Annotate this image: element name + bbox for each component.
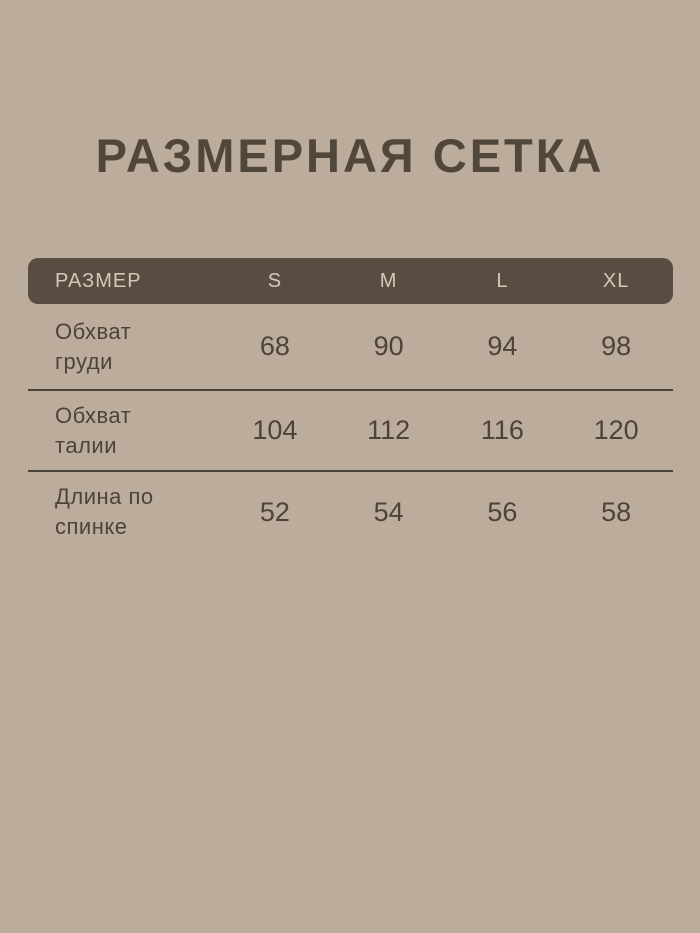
row-label-line: Обхват [55,402,132,428]
row-label-chest [28,317,218,377]
cell-value: 54 [373,496,404,527]
cell-value: 116 [480,415,524,445]
size-table [28,258,673,552]
row-label-line: груди [55,348,113,374]
row-label-back-length [28,482,218,542]
table-row-waist [28,391,673,472]
table-header-row [28,258,673,304]
header-cell-size: РАЗМЕР [55,269,142,292]
cell-value: 56 [487,496,518,527]
cell-value: 98 [601,331,632,361]
header-cell-m: M [379,269,398,292]
cell-value: 58 [601,496,632,527]
header-cell-l: L [496,269,509,292]
table-row-chest [28,304,673,391]
cell-value: 112 [367,415,411,445]
row-label-line: Обхват [55,318,132,344]
row-label-line: талии [55,432,117,458]
header-cell-s: S [267,269,283,292]
cell-value: 68 [259,331,290,361]
row-label-line: спинке [55,514,128,539]
row-label-waist [28,401,218,461]
cell-value: 90 [373,331,404,361]
cell-value: 120 [593,415,639,445]
cell-value: 94 [487,331,518,361]
row-label-line: Длина по [55,484,154,509]
page-title: РАЗМЕРНАЯ СЕТКА [95,129,605,182]
cell-value: 52 [259,496,290,527]
table-row-back-length [28,472,673,552]
cell-value: 104 [252,415,298,445]
header-cell-xl: XL [602,269,630,292]
